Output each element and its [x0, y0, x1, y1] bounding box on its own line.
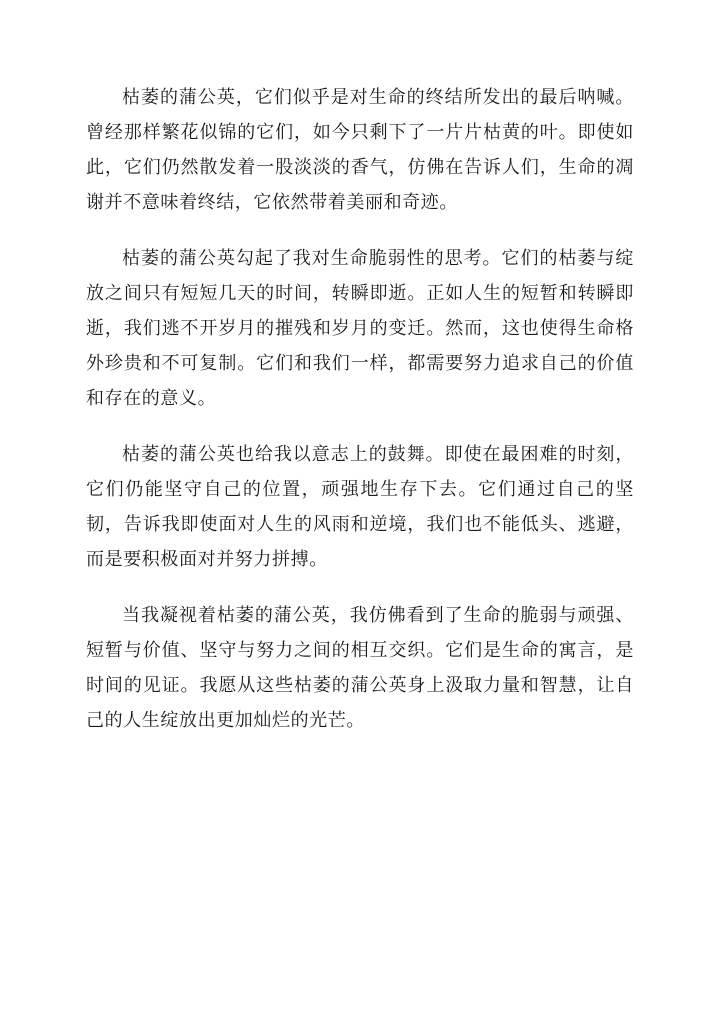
paragraph-1: 枯萎的蒲公英，它们似乎是对生命的终结所发出的最后呐喊。曾经那样繁花似锦的它们，如今只剩下了一片片枯黄的叶。即使如此，它们仍然散发着一股淡淡的香气，仿佛在告诉人们，生命的凋谢并不意味着终结，它依然带着美丽和奇迹。	[86, 87, 634, 213]
paragraph-3: 枯萎的蒲公英也给我以意志上的鼓舞。即使在最困难的时刻，它们仍能坚守自己的位置，顽强地生存下去。它们通过自己的坚韧，告诉我即使面对人生的风雨和逆境，我们也不能低头、逃避，而是要积极面对并努力拼搏。	[86, 444, 634, 570]
paragraph-4: 当我凝视着枯萎的蒲公英，我仿佛看到了生命的脆弱与顽强、短暂与价值、坚守与努力之间的相互交织。它们是生命的寓言，是时间的见证。我愿从这些枯萎的蒲公英身上汲取力量和智慧，让自己的人生绽放出更加灿烂的光芒。	[86, 605, 634, 731]
document-body	[86, 80, 634, 759]
paragraph-2: 枯萎的蒲公英勾起了我对生命脆弱性的思考。它们的枯萎与绽放之间只有短短几天的时间，转瞬即逝。正如人生的短暂和转瞬即逝，我们逃不开岁月的摧残和岁月的变迁。然而，这也使得生命格外珍贵和不可复制。它们和我们一样，都需要努力追求自己的价值和存在的意义。	[86, 248, 634, 409]
